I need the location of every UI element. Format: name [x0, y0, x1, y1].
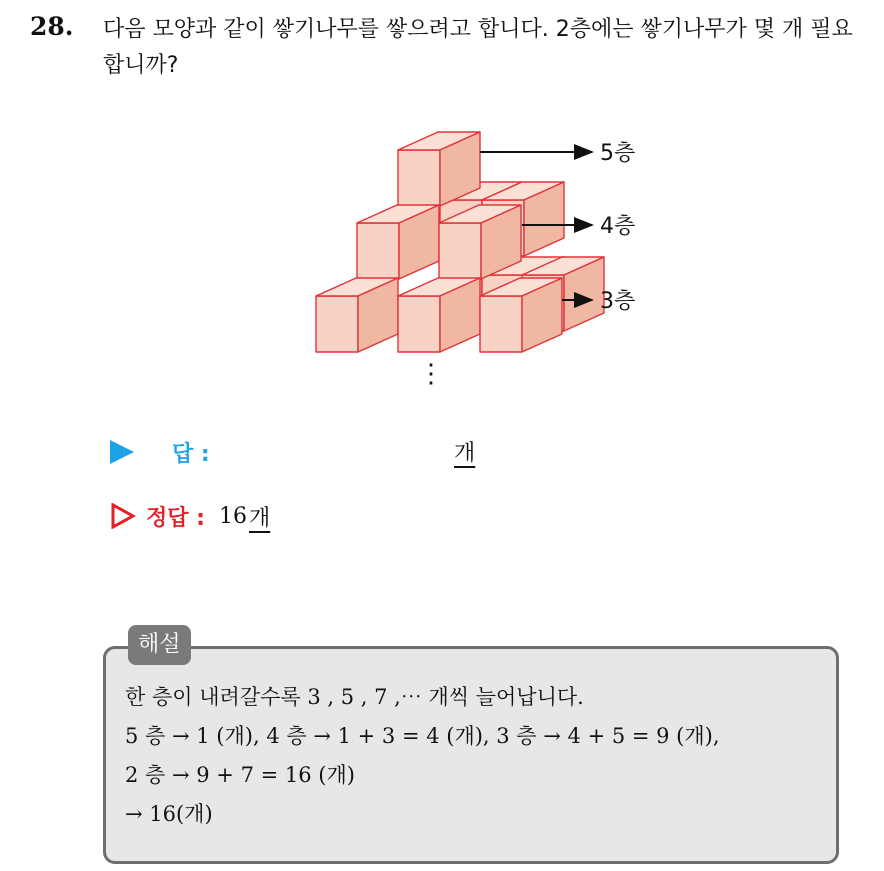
layer-label-5: 5층	[600, 141, 636, 166]
layer-label-4: 4층	[600, 214, 636, 239]
solution-marker-icon	[110, 503, 136, 529]
solution-label: 정답 :	[146, 505, 205, 531]
stacked-cubes-figure	[300, 110, 700, 400]
question-text: 다음 모양과 같이 쌓기나무를 쌓으려고 합니다. 2층에는 쌓기나무가 몇 개 필요합니까?	[103, 17, 853, 78]
answer-marker-icon	[110, 440, 134, 464]
cube	[316, 278, 398, 352]
question-number: 28.	[30, 12, 74, 41]
explanation-line: → 16(개)	[125, 802, 213, 826]
solution-value: 16	[218, 503, 247, 529]
continuation-dots: ⋮	[418, 359, 444, 389]
explanation-line: 5 층 → 1 (개), 4 층 → 1 + 3 = 4 (개), 3 층 → 4 + 5 = 9 (개),	[125, 724, 720, 748]
explanation-line: 2 층 → 9 + 7 = 16 (개)	[125, 763, 355, 787]
explanation-line: 한 층이 내려갈수록 3 , 5 , 7 ,⋯ 개씩 늘어납니다.	[125, 685, 584, 709]
explanation-tag: 해설	[128, 625, 191, 665]
answer-row	[110, 432, 210, 472]
solution-row	[110, 496, 270, 536]
cube	[357, 205, 439, 279]
layer-label-3: 3층	[600, 289, 636, 314]
cube	[398, 278, 480, 352]
answer-unit: 개	[454, 441, 476, 466]
solution-unit: 개	[248, 505, 271, 531]
answer-label: 답 :	[172, 441, 210, 467]
cube-stack	[316, 132, 604, 352]
explanation-text	[125, 678, 835, 834]
